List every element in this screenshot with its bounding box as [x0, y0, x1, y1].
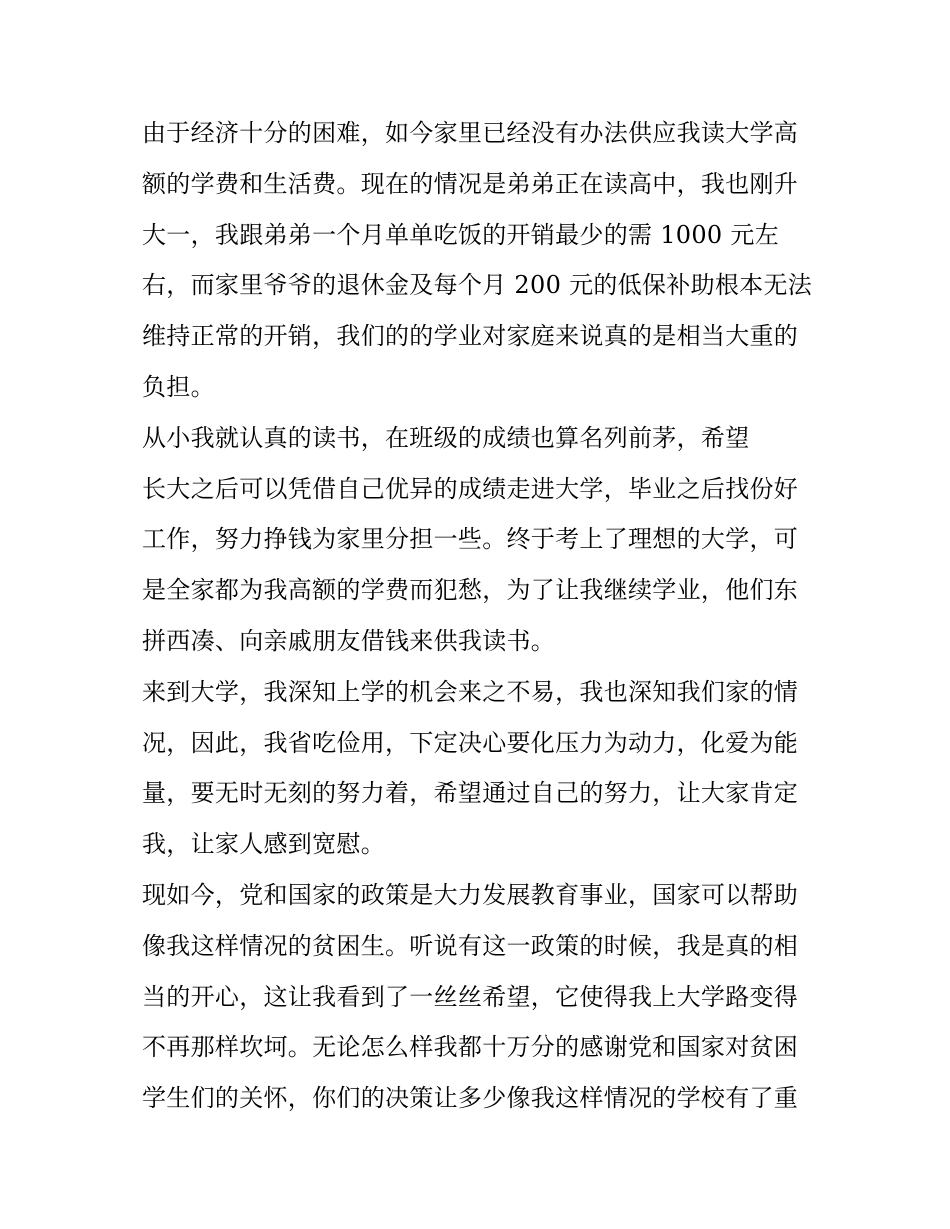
text-line: 现如今，党和国家的政策是大力发展教育事业，国家可以帮助 — [142, 880, 799, 909]
text-line: 大一，我跟弟弟一个月单单吃饭的开销最少的需 1000 元左 — [142, 220, 780, 249]
text-line: 量，要无时无刻的努力着，希望通过自己的努力，让大家肯定 — [142, 779, 799, 808]
text-line: 当的开心，这让我看到了一丝丝希望，它使得我上大学路变得 — [142, 982, 799, 1011]
text-line: 来到大学，我深知上学的机会来之不易，我也深知我们家的情 — [142, 677, 799, 706]
body-text — [142, 108, 822, 1124]
text-line: 由于经济十分的困难，如今家里已经没有办法供应我读大学高 — [142, 119, 799, 147]
text-line: 额的学费和生活费。现在的情况是弟弟正在读高中，我也刚升 — [142, 169, 799, 198]
text-line: 像我这样情况的贫困生。听说有这一政策的时候，我是真的相 — [142, 931, 799, 960]
text-line: 况，因此，我省吃俭用，下定决心要化压力为动力，化爱为能 — [142, 728, 799, 757]
text-line: 不再那样坎坷。无论怎么样我都十万分的感谢党和国家对贫困 — [142, 1033, 799, 1062]
text-line: 是全家都为我高额的学费而犯愁，为了让我继续学业，他们东 — [142, 576, 799, 605]
text-line: 负担。 — [142, 372, 215, 401]
text-line: 长大之后可以凭借自己优异的成绩走进大学，毕业之后找份好 — [142, 474, 799, 503]
text-line: 我，让家人感到宽慰。 — [142, 830, 385, 859]
text-line: 拼西凑、向亲戚朋友借钱来供我读书。 — [142, 626, 556, 655]
text-line: 工作，努力挣钱为家里分担一些。终于考上了理想的大学，可 — [142, 525, 799, 554]
text-line: 维持正常的开销，我们的的学业对家庭来说真的是相当大重的 — [142, 322, 799, 351]
text-line: 从小我就认真的读书，在班级的成绩也算名列前茅，希望 — [142, 423, 750, 452]
text-line: 右，而家里爷爷的退休金及每个月 200 元的低保补助根本无法 — [142, 271, 813, 300]
text-line: 学生们的关怀，你们的决策让多少像我这样情况的学校有了重 — [142, 1084, 799, 1113]
